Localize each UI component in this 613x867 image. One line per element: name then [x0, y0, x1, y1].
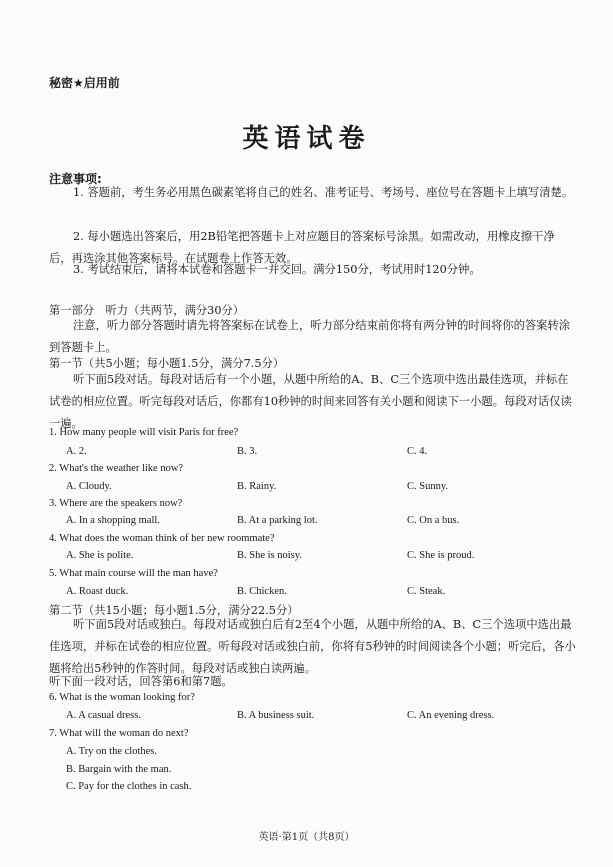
- page-title: 英语试卷: [242, 124, 371, 154]
- notice-item-3: 3. 考试结束后，请将本试卷和答题卡一并交回。满分150分，考试用时120分钟。: [73, 263, 481, 276]
- question-4-option-c: C. She is proud.: [407, 550, 475, 561]
- question-3-option-c: C. On a bus.: [407, 515, 460, 526]
- question-5: 5. What main course will the man have?: [49, 568, 218, 579]
- question-7-option-b: B. Bargain with the man.: [66, 764, 172, 775]
- question-1-option-c: C. 4.: [407, 446, 428, 457]
- question-5-option-b: B. Chicken.: [237, 586, 287, 597]
- question-2-option-c: C. Sunny.: [407, 481, 449, 492]
- part-one-heading: 第一部分 听力（共两节，满分30分）: [49, 304, 245, 317]
- question-3-option-b: B. At a parking lot.: [237, 515, 318, 526]
- page-footer: 英语·第1页（共8页）: [258, 832, 355, 843]
- question-3-option-a: A. In a shopping mall.: [66, 515, 160, 526]
- question-6: 6. What is the woman looking for?: [49, 692, 195, 703]
- section-two-heading: 第二节（共15小题；每小题1.5分，满分22.5分）: [49, 604, 299, 617]
- question-4-option-a: A. She is polite.: [66, 550, 134, 561]
- question-6-option-c: C. An evening dress.: [407, 710, 495, 721]
- question-6-option-a: A. A casual dress.: [66, 710, 141, 721]
- question-5-option-c: C. Steak.: [407, 586, 446, 597]
- question-2-option-b: B. Rainy.: [237, 481, 277, 492]
- dialogue-intro: 听下面一段对话，回答第6和第7题。: [49, 675, 233, 688]
- question-1-option-b: B. 3.: [237, 446, 258, 457]
- question-6-option-b: B. A business suit.: [237, 710, 315, 721]
- notice-item-1: 1. 答题前，考生务必用黑色碳素笔将自己的姓名、准考证号、考场号、座位号在答题卡上填写清楚。: [73, 186, 574, 199]
- confidential-label: 秘密★启用前: [49, 76, 120, 90]
- question-2: 2. What's the weather like now?: [49, 463, 184, 474]
- section-one-heading: 第一节（共5小题；每小题1.5分，满分7.5分）: [49, 357, 285, 370]
- question-4-option-b: B. She is noisy.: [237, 550, 302, 561]
- notice-item-2: 2. 每小题选出答案后，用2B铅笔把答题卡上对应题目的答案标号涂黑。如需改动，用橡皮擦干净后，再选涂其他答案标号。在试题卷上作答无效。: [49, 230, 555, 265]
- question-7-option-c: C. Pay for the clothes in cash.: [66, 781, 192, 792]
- section-one-instructions: 听下面5段对话。每段对话后有一个小题，从题中所给的A、B、C三个选项中选出最佳选项，并标在试卷的相应位置。听完每段对话后，你都有10秒钟的时间来回答有关小题和阅读下一小题。每段对话仅读一遍。: [49, 373, 572, 430]
- notice-heading: 注意事项:: [49, 172, 102, 186]
- question-4: 4. What does the woman think of her new roommate?: [49, 533, 275, 544]
- question-7: 7. What will the woman do next?: [49, 728, 189, 739]
- question-1: 1. How many people will visit Paris for free?: [49, 427, 239, 438]
- section-two-instructions: 听下面5段对话或独白。每段对话或独白后有2至4个小题，从题中所给的A、B、C三个选项中选出最佳选项，并标在试卷的相应位置。听每段对话或独白前，你将有5秒钟的时间阅读各个小题；听完后，各小题将给出5秒钟的作答时间。每段对话或独白读两遍。: [49, 618, 576, 675]
- question-2-option-a: A. Cloudy.: [66, 481, 112, 492]
- question-7-option-a: A. Try on the clothes.: [66, 746, 158, 757]
- part-one-note: 注意，听力部分答题时请先将答案标在试卷上，听力部分结束前你将有两分钟的时间将你的答案转涂到答题卡上。: [49, 319, 571, 354]
- question-3: 3. Where are the speakers now?: [49, 498, 183, 509]
- question-5-option-a: A. Roast duck.: [66, 586, 129, 597]
- question-1-option-a: A. 2.: [66, 446, 87, 457]
